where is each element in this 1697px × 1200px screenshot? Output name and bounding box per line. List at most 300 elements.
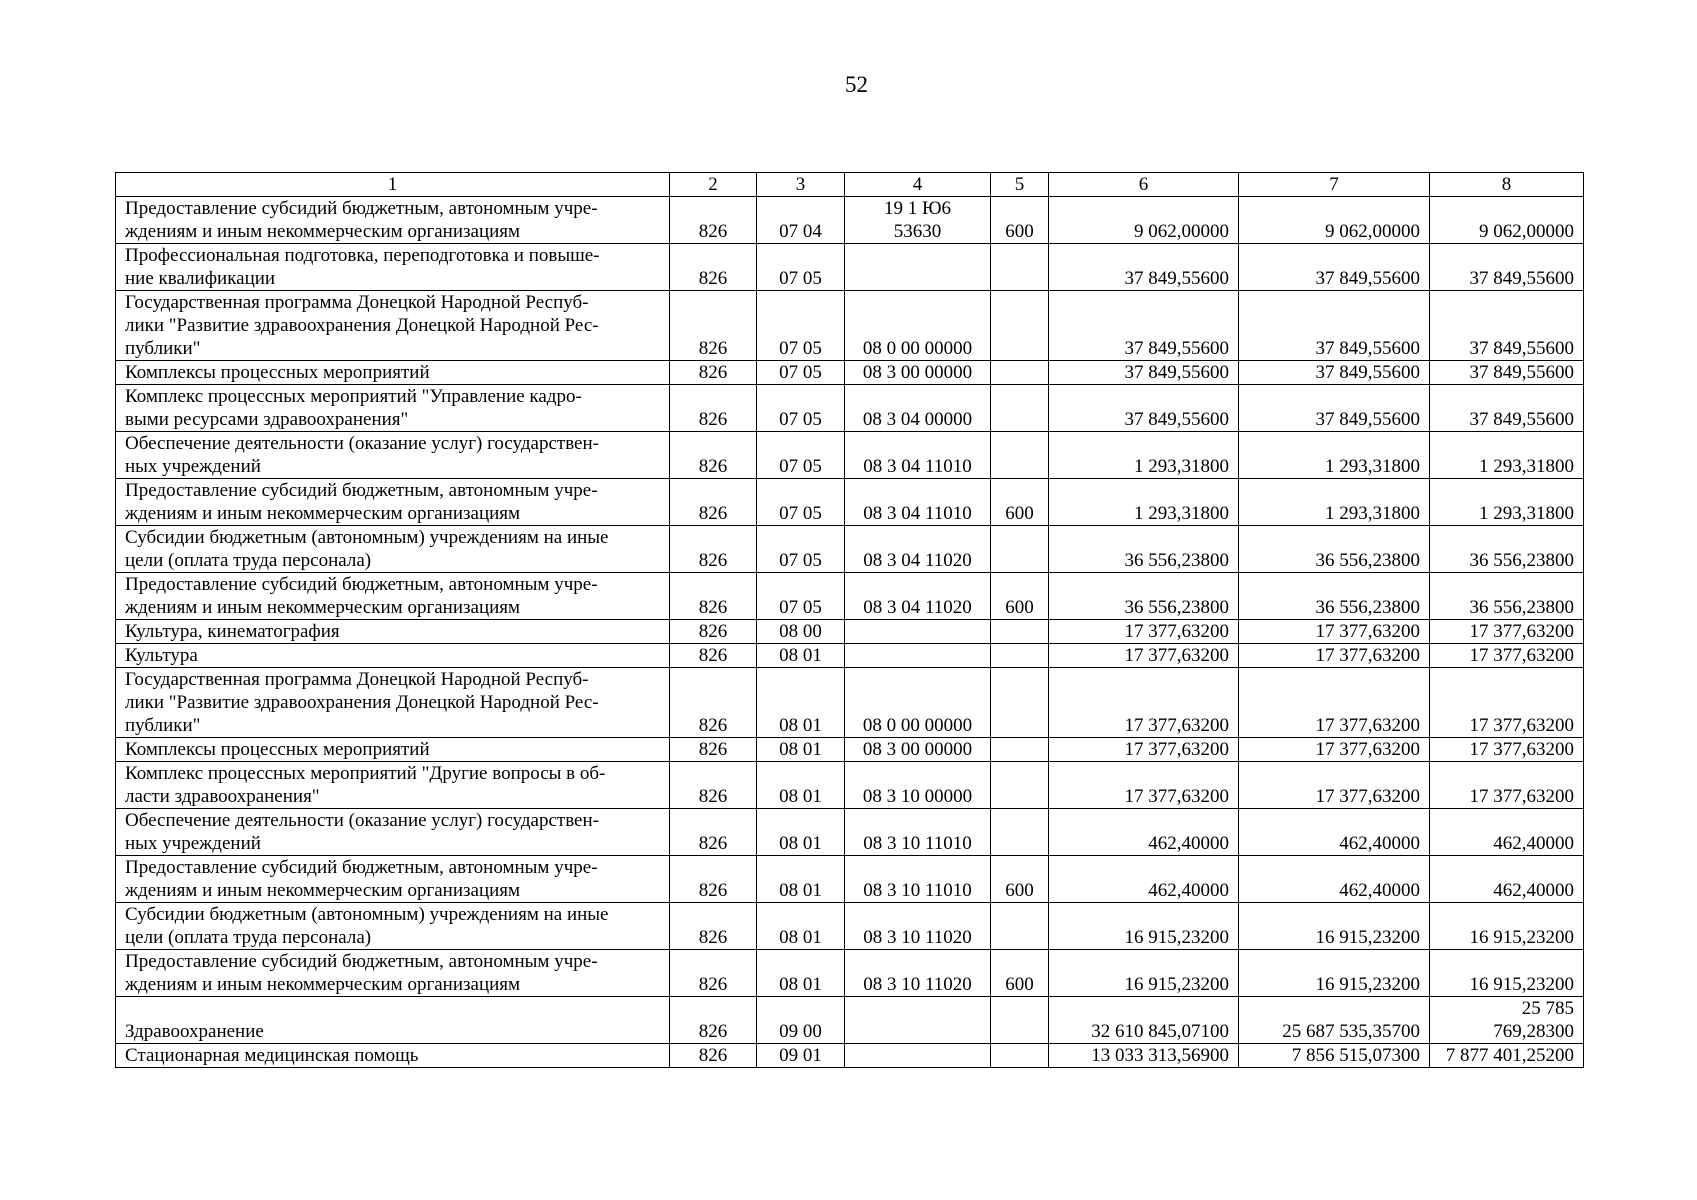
amount-col7-cell bbox=[1239, 950, 1430, 997]
section-code-cell bbox=[757, 526, 845, 573]
table-row bbox=[116, 244, 1584, 291]
expense-type-cell bbox=[991, 479, 1049, 526]
col-header-8: 8 bbox=[1430, 173, 1584, 197]
cell-text-line: Профессиональная подготовка, переподготовка и повыше- bbox=[125, 245, 600, 266]
cell-text-line: 462,40000 bbox=[1148, 833, 1229, 854]
cell-text-line: 36 556,23800 bbox=[1315, 597, 1420, 618]
expense-type-cell bbox=[991, 432, 1049, 479]
table-row bbox=[116, 668, 1584, 738]
target-article-cell bbox=[845, 950, 991, 997]
cell-text-line: 826 bbox=[698, 409, 728, 430]
section-code-cell bbox=[757, 620, 845, 644]
amount-col8-cell bbox=[1430, 432, 1584, 479]
cell-text-line: Обеспечение деятельности (оказание услуг) государствен- bbox=[125, 433, 599, 454]
cell-text-line: 17 377,63200 bbox=[1315, 645, 1420, 666]
amount-col6-cell bbox=[1049, 950, 1239, 997]
cell-text-line: 37 849,55600 bbox=[1469, 409, 1574, 430]
target-article-cell bbox=[845, 432, 991, 479]
target-article-cell bbox=[845, 526, 991, 573]
amount-col8-cell bbox=[1430, 950, 1584, 997]
section-code-cell bbox=[757, 1044, 845, 1068]
amount-col7-cell bbox=[1239, 809, 1430, 856]
table-row bbox=[116, 526, 1584, 573]
amount-col8-cell bbox=[1430, 526, 1584, 573]
cell-text-line: 37 849,55600 bbox=[1124, 409, 1229, 430]
cell-text-line: 08 3 00 00000 bbox=[862, 739, 973, 760]
cell-text-line: Комплекс процессных мероприятий "Управление кадро- bbox=[125, 386, 582, 407]
table-body bbox=[116, 197, 1584, 1068]
section-code-cell bbox=[757, 856, 845, 903]
target-article-cell bbox=[845, 573, 991, 620]
row-name-cell bbox=[116, 573, 670, 620]
section-code-cell bbox=[757, 244, 845, 291]
expense-type-cell bbox=[991, 1044, 1049, 1068]
cell-text-line: 37 849,55600 bbox=[1469, 268, 1574, 289]
cell-text-line: 08 01 bbox=[779, 739, 822, 760]
cell-text-line: 826 bbox=[698, 550, 728, 571]
cell-text-line: 17 377,63200 bbox=[1469, 739, 1574, 760]
cell-text-line: 25 785 769,28300 bbox=[1493, 998, 1574, 1042]
cell-text-line: цели (оплата труда персонала) bbox=[125, 927, 372, 948]
cell-text-line: ласти здравоохранения" bbox=[125, 786, 320, 807]
cell-text-line: 600 bbox=[1005, 503, 1034, 524]
amount-col8-cell bbox=[1430, 738, 1584, 762]
cell-text-line: 462,40000 bbox=[1148, 880, 1229, 901]
table-row bbox=[116, 620, 1584, 644]
amount-col7-cell bbox=[1239, 479, 1430, 526]
amount-col6-cell bbox=[1049, 762, 1239, 809]
cell-text-line: 09 01 bbox=[779, 1045, 822, 1066]
cell-text-line: 08 3 04 11020 bbox=[863, 550, 972, 571]
col-header-1: 1 bbox=[116, 173, 670, 197]
cell-text-line: 08 01 bbox=[779, 645, 822, 666]
cell-text-line: 17 377,63200 bbox=[1124, 739, 1229, 760]
amount-col6-cell bbox=[1049, 197, 1239, 244]
section-code-cell bbox=[757, 997, 845, 1044]
table-row bbox=[116, 997, 1584, 1044]
row-name-cell bbox=[116, 762, 670, 809]
ministry-code-cell bbox=[670, 668, 757, 738]
table-row bbox=[116, 762, 1584, 809]
cell-text-line: 16 915,23200 bbox=[1315, 927, 1420, 948]
cell-text-line: 07 05 bbox=[779, 409, 822, 430]
expense-type-cell bbox=[991, 856, 1049, 903]
cell-text-line: 07 05 bbox=[779, 503, 822, 524]
row-name-cell bbox=[116, 997, 670, 1044]
cell-text-line: ных учреждений bbox=[125, 456, 261, 477]
ministry-code-cell bbox=[670, 856, 757, 903]
table-row bbox=[116, 903, 1584, 950]
amount-col8-cell bbox=[1430, 903, 1584, 950]
cell-text-line: 16 915,23200 bbox=[1124, 927, 1229, 948]
cell-text-line: 462,40000 bbox=[1339, 833, 1420, 854]
cell-text-line: 600 bbox=[1005, 597, 1034, 618]
amount-col6-cell bbox=[1049, 809, 1239, 856]
target-article-cell bbox=[845, 385, 991, 432]
amount-col7-cell bbox=[1239, 244, 1430, 291]
section-code-cell bbox=[757, 361, 845, 385]
cell-text-line: 08 01 bbox=[779, 880, 822, 901]
expense-type-cell bbox=[991, 997, 1049, 1044]
table-row bbox=[116, 1044, 1584, 1068]
cell-text-line: Стационарная медицинская помощь bbox=[125, 1045, 419, 1066]
amount-col8-cell bbox=[1430, 385, 1584, 432]
cell-text-line: 08 01 bbox=[779, 833, 822, 854]
cell-text-line: Комплекс процессных мероприятий "Другие вопросы в об- bbox=[125, 763, 606, 784]
cell-text-line: 17 377,63200 bbox=[1315, 715, 1420, 736]
target-article-cell bbox=[845, 809, 991, 856]
ministry-code-cell bbox=[670, 903, 757, 950]
row-name-cell bbox=[116, 385, 670, 432]
row-name-cell bbox=[116, 738, 670, 762]
cell-text-line: 37 849,55600 bbox=[1469, 338, 1574, 359]
row-name-cell bbox=[116, 1044, 670, 1068]
cell-text-line: 37 849,55600 bbox=[1469, 362, 1574, 383]
amount-col7-cell bbox=[1239, 668, 1430, 738]
cell-text-line: 1 293,31800 bbox=[1325, 456, 1420, 477]
expense-type-cell bbox=[991, 197, 1049, 244]
cell-text-line: 17 377,63200 bbox=[1315, 786, 1420, 807]
cell-text-line: 08 3 10 11020 bbox=[863, 974, 972, 995]
amount-col8-cell bbox=[1430, 479, 1584, 526]
amount-col6-cell bbox=[1049, 385, 1239, 432]
amount-col8-cell bbox=[1430, 809, 1584, 856]
cell-text-line: 37 849,55600 bbox=[1124, 268, 1229, 289]
ministry-code-cell bbox=[670, 738, 757, 762]
cell-text-line: 08 0 00 00000 bbox=[862, 338, 973, 359]
cell-text-line: 09 00 bbox=[779, 1021, 822, 1042]
table-row bbox=[116, 291, 1584, 361]
amount-col7-cell bbox=[1239, 738, 1430, 762]
amount-col7-cell bbox=[1239, 291, 1430, 361]
cell-text-line: 08 01 bbox=[779, 927, 822, 948]
cell-text-line: 37 849,55600 bbox=[1315, 409, 1420, 430]
cell-text-line: Культура, кинематография bbox=[125, 621, 340, 642]
cell-text-line: ных учреждений bbox=[125, 833, 261, 854]
cell-text-line: 826 bbox=[698, 503, 728, 524]
cell-text-line: 600 bbox=[1005, 880, 1034, 901]
amount-col7-cell bbox=[1239, 361, 1430, 385]
ministry-code-cell bbox=[670, 361, 757, 385]
cell-text-line: 17 377,63200 bbox=[1124, 621, 1229, 642]
target-article-cell bbox=[845, 762, 991, 809]
cell-text-line: 600 bbox=[1005, 221, 1034, 242]
table-header-row bbox=[116, 173, 1584, 197]
cell-text-line: лики "Развитие здравоохранения Донецкой Народной Рес- bbox=[125, 315, 599, 336]
cell-text-line: 826 bbox=[698, 268, 728, 289]
col-header-7: 7 bbox=[1239, 173, 1430, 197]
amount-col6-cell bbox=[1049, 432, 1239, 479]
table-row bbox=[116, 361, 1584, 385]
target-article-cell bbox=[845, 361, 991, 385]
target-article-cell bbox=[845, 244, 991, 291]
cell-text-line: Предоставление субсидий бюджетным, автономным учре- bbox=[125, 857, 598, 878]
row-name-cell bbox=[116, 479, 670, 526]
section-code-cell bbox=[757, 573, 845, 620]
cell-text-line: 08 3 10 00000 bbox=[862, 786, 973, 807]
amount-col7-cell bbox=[1239, 644, 1430, 668]
expense-type-cell bbox=[991, 244, 1049, 291]
ministry-code-cell bbox=[670, 644, 757, 668]
amount-col6-cell bbox=[1049, 1044, 1239, 1068]
cell-text-line: 07 05 bbox=[779, 338, 822, 359]
ministry-code-cell bbox=[670, 997, 757, 1044]
cell-text-line: 13 033 313,56900 bbox=[1091, 1045, 1229, 1066]
cell-text-line: 17 377,63200 bbox=[1469, 621, 1574, 642]
cell-text-line: 826 bbox=[698, 715, 728, 736]
cell-text-line: Государственная программа Донецкой Народной Респуб- bbox=[125, 669, 589, 690]
cell-text-line: публики" bbox=[125, 338, 201, 359]
cell-text-line: 37 849,55600 bbox=[1315, 338, 1420, 359]
cell-text-line: 37 849,55600 bbox=[1124, 362, 1229, 383]
cell-text-line: 32 610 845,07100 bbox=[1091, 1021, 1229, 1042]
row-name-cell bbox=[116, 668, 670, 738]
amount-col7-cell bbox=[1239, 432, 1430, 479]
cell-text-line: 7 856 515,07300 bbox=[1291, 1045, 1420, 1066]
table-row bbox=[116, 197, 1584, 244]
ministry-code-cell bbox=[670, 809, 757, 856]
section-code-cell bbox=[757, 432, 845, 479]
col-header-6: 6 bbox=[1049, 173, 1239, 197]
cell-text-line: Предоставление субсидий бюджетным, автономным учре- bbox=[125, 574, 598, 595]
table-row bbox=[116, 432, 1584, 479]
amount-col7-cell bbox=[1239, 1044, 1430, 1068]
cell-text-line: 16 915,23200 bbox=[1469, 974, 1574, 995]
cell-text-line: 37 849,55600 bbox=[1315, 362, 1420, 383]
target-article-cell bbox=[845, 1044, 991, 1068]
expense-type-cell bbox=[991, 762, 1049, 809]
cell-text-line: 17 377,63200 bbox=[1469, 645, 1574, 666]
cell-text-line: 16 915,23200 bbox=[1315, 974, 1420, 995]
cell-text-line: 826 bbox=[698, 338, 728, 359]
table-row bbox=[116, 573, 1584, 620]
cell-text-line: 08 00 bbox=[779, 621, 822, 642]
cell-text-line: 17 377,63200 bbox=[1315, 739, 1420, 760]
amount-col7-cell bbox=[1239, 903, 1430, 950]
cell-text-line: ждениям и иным некоммерческим организациям bbox=[125, 221, 521, 242]
amount-col6-cell bbox=[1049, 291, 1239, 361]
amount-col6-cell bbox=[1049, 573, 1239, 620]
expense-type-cell bbox=[991, 385, 1049, 432]
table-row bbox=[116, 856, 1584, 903]
cell-text-line: 9 062,00000 bbox=[1325, 221, 1420, 242]
cell-text-line: 16 915,23200 bbox=[1124, 974, 1229, 995]
section-code-cell bbox=[757, 385, 845, 432]
ministry-code-cell bbox=[670, 197, 757, 244]
expense-type-cell bbox=[991, 620, 1049, 644]
ministry-code-cell bbox=[670, 432, 757, 479]
target-article-cell bbox=[845, 197, 991, 244]
row-name-cell bbox=[116, 620, 670, 644]
cell-text-line: 17 377,63200 bbox=[1315, 621, 1420, 642]
amount-col8-cell bbox=[1430, 291, 1584, 361]
cell-text-line: 1 293,31800 bbox=[1479, 503, 1574, 524]
cell-text-line: выми ресурсами здравоохранения" bbox=[125, 409, 409, 430]
cell-text-line: 36 556,23800 bbox=[1469, 550, 1574, 571]
ministry-code-cell bbox=[670, 762, 757, 809]
amount-col6-cell bbox=[1049, 526, 1239, 573]
cell-text-line: Предоставление субсидий бюджетным, автономным учре- bbox=[125, 951, 598, 972]
cell-text-line: 08 3 00 00000 bbox=[862, 362, 973, 383]
cell-text-line: 826 bbox=[698, 456, 728, 477]
ministry-code-cell bbox=[670, 573, 757, 620]
row-name-cell bbox=[116, 432, 670, 479]
cell-text-line: 9 062,00000 bbox=[1134, 221, 1229, 242]
row-name-cell bbox=[116, 361, 670, 385]
col-header-3: 3 bbox=[757, 173, 845, 197]
cell-text-line: Здравоохранение bbox=[125, 1021, 264, 1042]
cell-text-line: 07 04 bbox=[779, 221, 822, 242]
amount-col8-cell bbox=[1430, 1044, 1584, 1068]
cell-text-line: 08 3 04 11010 bbox=[863, 456, 972, 477]
expense-type-cell bbox=[991, 809, 1049, 856]
amount-col7-cell bbox=[1239, 997, 1430, 1044]
cell-text-line: 07 05 bbox=[779, 268, 822, 289]
cell-text-line: 07 05 bbox=[779, 362, 822, 383]
cell-text-line: 826 bbox=[698, 974, 728, 995]
target-article-cell bbox=[845, 903, 991, 950]
cell-text-line: 826 bbox=[698, 645, 728, 666]
cell-text-line: Комплексы процессных мероприятий bbox=[125, 739, 430, 760]
cell-text-line: 17 377,63200 bbox=[1124, 715, 1229, 736]
cell-text-line: 826 bbox=[698, 362, 728, 383]
target-article-cell bbox=[845, 856, 991, 903]
cell-text-line: ждениям и иным некоммерческим организациям bbox=[125, 597, 521, 618]
table-row bbox=[116, 950, 1584, 997]
amount-col8-cell bbox=[1430, 997, 1584, 1044]
section-code-cell bbox=[757, 644, 845, 668]
amount-col8-cell bbox=[1430, 644, 1584, 668]
cell-text-line: 826 bbox=[698, 1021, 728, 1042]
cell-text-line: Комплексы процессных мероприятий bbox=[125, 362, 430, 383]
row-name-cell bbox=[116, 244, 670, 291]
cell-text-line: 25 687 535,35700 bbox=[1282, 1021, 1420, 1042]
cell-text-line: лики "Развитие здравоохранения Донецкой Народной Рес- bbox=[125, 692, 599, 713]
page-number: 52 bbox=[845, 72, 868, 97]
amount-col6-cell bbox=[1049, 738, 1239, 762]
col-header-2: 2 bbox=[670, 173, 757, 197]
budget-table bbox=[115, 172, 1584, 1068]
ministry-code-cell bbox=[670, 479, 757, 526]
cell-text-line: Субсидии бюджетным (автономным) учреждениям на иные bbox=[125, 904, 609, 925]
ministry-code-cell bbox=[670, 385, 757, 432]
target-article-cell bbox=[845, 668, 991, 738]
cell-text-line: 826 bbox=[698, 833, 728, 854]
amount-col7-cell bbox=[1239, 385, 1430, 432]
amount-col7-cell bbox=[1239, 526, 1430, 573]
row-name-cell bbox=[116, 291, 670, 361]
expense-type-cell bbox=[991, 573, 1049, 620]
section-code-cell bbox=[757, 479, 845, 526]
amount-col6-cell bbox=[1049, 644, 1239, 668]
section-code-cell bbox=[757, 197, 845, 244]
section-code-cell bbox=[757, 762, 845, 809]
cell-text-line: 08 3 10 11010 bbox=[863, 833, 972, 854]
target-article-cell bbox=[845, 644, 991, 668]
cell-text-line: 08 3 04 11020 bbox=[863, 597, 972, 618]
cell-text-line: 17 377,63200 bbox=[1469, 715, 1574, 736]
amount-col8-cell bbox=[1430, 244, 1584, 291]
expense-type-cell bbox=[991, 291, 1049, 361]
cell-text-line: 462,40000 bbox=[1339, 880, 1420, 901]
cell-text-line: 07 05 bbox=[779, 550, 822, 571]
cell-text-line: 08 3 10 11020 bbox=[863, 927, 972, 948]
cell-text-line: публики" bbox=[125, 715, 201, 736]
cell-text-line: 826 bbox=[698, 221, 728, 242]
table-row bbox=[116, 738, 1584, 762]
cell-text-line: 826 bbox=[698, 597, 728, 618]
amount-col6-cell bbox=[1049, 620, 1239, 644]
amount-col8-cell bbox=[1430, 620, 1584, 644]
cell-text-line: ждениям и иным некоммерческим организациям bbox=[125, 974, 521, 995]
expense-type-cell bbox=[991, 361, 1049, 385]
ministry-code-cell bbox=[670, 526, 757, 573]
expense-type-cell bbox=[991, 738, 1049, 762]
cell-text-line: 826 bbox=[698, 1045, 728, 1066]
cell-text-line: Государственная программа Донецкой Народной Респуб- bbox=[125, 292, 589, 313]
cell-text-line: цели (оплата труда персонала) bbox=[125, 550, 372, 571]
table-row bbox=[116, 644, 1584, 668]
cell-text-line: ждениям и иным некоммерческим организациям bbox=[125, 503, 521, 524]
cell-text-line: 462,40000 bbox=[1493, 880, 1574, 901]
cell-text-line: 08 01 bbox=[779, 715, 822, 736]
amount-col6-cell bbox=[1049, 856, 1239, 903]
ministry-code-cell bbox=[670, 950, 757, 997]
cell-text-line: 16 915,23200 bbox=[1469, 927, 1574, 948]
row-name-cell bbox=[116, 903, 670, 950]
row-name-cell bbox=[116, 809, 670, 856]
amount-col7-cell bbox=[1239, 620, 1430, 644]
cell-text-line: 17 377,63200 bbox=[1124, 786, 1229, 807]
cell-text-line: 17 377,63200 bbox=[1124, 645, 1229, 666]
cell-text-line: 08 01 bbox=[779, 786, 822, 807]
cell-text-line: 1 293,31800 bbox=[1134, 503, 1229, 524]
amount-col7-cell bbox=[1239, 856, 1430, 903]
cell-text-line: 36 556,23800 bbox=[1124, 550, 1229, 571]
cell-text-line: 19 1 Ю6 bbox=[883, 198, 952, 219]
cell-text-line: 826 bbox=[698, 880, 728, 901]
amount-col8-cell bbox=[1430, 762, 1584, 809]
cell-text-line: 1 293,31800 bbox=[1134, 456, 1229, 477]
row-name-cell bbox=[116, 644, 670, 668]
expense-type-cell bbox=[991, 644, 1049, 668]
expense-type-cell bbox=[991, 903, 1049, 950]
section-code-cell bbox=[757, 738, 845, 762]
ministry-code-cell bbox=[670, 1044, 757, 1068]
amount-col6-cell bbox=[1049, 997, 1239, 1044]
cell-text-line: 36 556,23800 bbox=[1469, 597, 1574, 618]
amount-col7-cell bbox=[1239, 573, 1430, 620]
cell-text-line: 1 293,31800 bbox=[1325, 503, 1420, 524]
cell-text-line: 17 377,63200 bbox=[1469, 786, 1574, 807]
expense-type-cell bbox=[991, 668, 1049, 738]
row-name-cell bbox=[116, 197, 670, 244]
cell-text-line: 08 01 bbox=[779, 974, 822, 995]
cell-text-line: 08 3 10 11010 bbox=[863, 880, 972, 901]
amount-col7-cell bbox=[1239, 197, 1430, 244]
col-header-5: 5 bbox=[991, 173, 1049, 197]
amount-col6-cell bbox=[1049, 668, 1239, 738]
cell-text-line: Субсидии бюджетным (автономным) учреждениям на иные bbox=[125, 527, 609, 548]
cell-text-line: 07 05 bbox=[779, 456, 822, 477]
ministry-code-cell bbox=[670, 244, 757, 291]
cell-text-line: 826 bbox=[698, 927, 728, 948]
cell-text-line: Предоставление субсидий бюджетным, автономным учре- bbox=[125, 198, 598, 219]
cell-text-line: 07 05 bbox=[779, 597, 822, 618]
target-article-cell bbox=[845, 479, 991, 526]
row-name-cell bbox=[116, 950, 670, 997]
amount-col8-cell bbox=[1430, 361, 1584, 385]
